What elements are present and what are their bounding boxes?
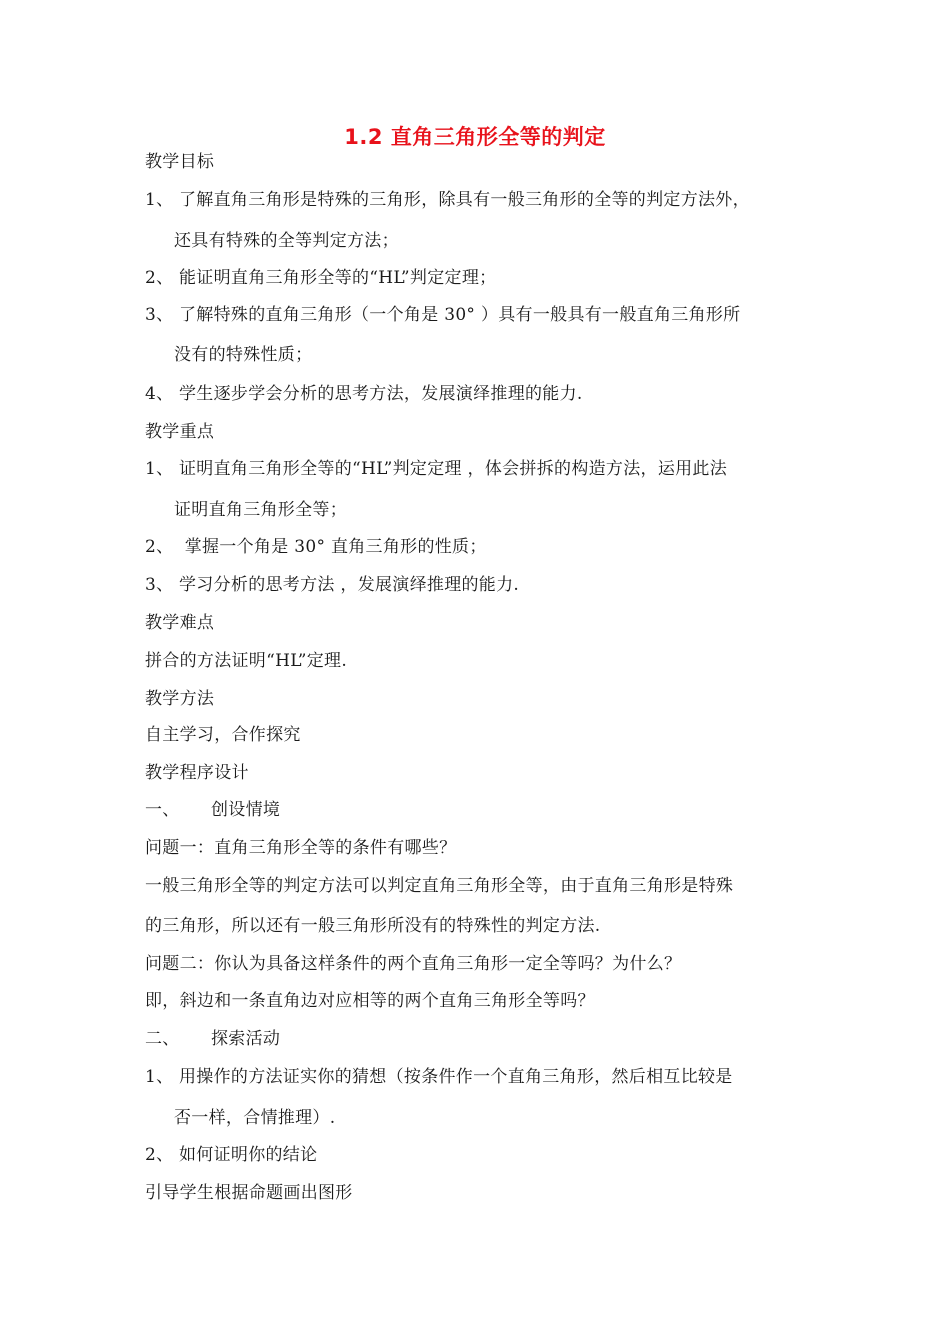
goals-heading: 教学目标 xyxy=(145,152,215,172)
procedure-heading: 教学程序设计 xyxy=(145,763,249,783)
difficulty-heading: 教学难点 xyxy=(145,613,215,633)
goal-text: 了解特殊的直角三角形（一个角是 30° ）具有一般具有一般直角三角形所 xyxy=(179,305,741,325)
step-number: 二、 xyxy=(145,1029,180,1049)
activity-item-1 xyxy=(145,1065,733,1089)
document-title: 1.2 直角三角形全等的判定 xyxy=(344,125,606,149)
goal-item-2 xyxy=(145,266,496,290)
activity-item-2 xyxy=(145,1143,317,1167)
focus-item-2 xyxy=(145,535,487,559)
goal-number: 4、 xyxy=(145,384,174,404)
focus-item-1-continuation: 证明直角三角形全等； xyxy=(174,500,347,520)
goal-text: 能证明直角三角形全等的“HL”判定定理； xyxy=(179,268,497,288)
step-label: 探索活动 xyxy=(211,1029,281,1049)
focus-number: 3、 xyxy=(145,575,174,595)
activity-number: 2、 xyxy=(145,1145,174,1165)
method-text: 自主学习，合作探究 xyxy=(145,725,301,745)
focus-text: 掌握一个角是 30° 直角三角形的性质； xyxy=(179,537,487,557)
question-1: 问题一：直角三角形全等的条件有哪些？ xyxy=(145,838,457,858)
step-2-heading xyxy=(145,1027,280,1051)
question-2: 问题二：你认为具备这样条件的两个直角三角形一定全等吗？为什么？ xyxy=(145,954,682,974)
step-1-heading xyxy=(145,798,280,822)
focus-item-3 xyxy=(145,573,519,597)
activity-text: 用操作的方法证实你的猜想（按条件作一个直角三角形，然后相互比较是 xyxy=(179,1067,733,1087)
focus-number: 1、 xyxy=(145,459,174,479)
goal-item-3 xyxy=(145,303,740,327)
step-label: 创设情境 xyxy=(211,800,281,820)
activity-text: 如何证明你的结论 xyxy=(179,1145,318,1165)
question-2-detail: 即，斜边和一条直角边对应相等的两个直角三角形全等吗？ xyxy=(145,991,595,1011)
goal-number: 2、 xyxy=(145,268,174,288)
difficulty-text: 拼合的方法证明“HL”定理. xyxy=(145,651,348,671)
goal-text: 了解直角三角形是特殊的三角形，除具有一般三角形的全等的判定方法外， xyxy=(179,190,750,210)
goal-item-1-continuation: 还具有特殊的全等判定方法； xyxy=(174,231,399,251)
activity-item-1-continuation: 否一样，合情推理）. xyxy=(174,1108,336,1128)
focus-text: 证明直角三角形全等的“HL”判定定理 ，体会拼拆的构造方法，运用此法 xyxy=(179,459,728,479)
guide-text: 引导学生根据命题画出图形 xyxy=(145,1183,353,1203)
goal-text: 学生逐步学会分析的思考方法，发展演绎推理的能力. xyxy=(179,384,583,404)
focus-heading: 教学重点 xyxy=(145,422,215,442)
goal-item-4 xyxy=(145,382,583,406)
paragraph-1-line-1: 一般三角形全等的判定方法可以判定直角三角形全等，由于直角三角形是特殊 xyxy=(145,876,734,896)
goal-item-1 xyxy=(145,188,750,212)
focus-text: 学习分析的思考方法 ，发展演绎推理的能力. xyxy=(179,575,520,595)
method-heading: 教学方法 xyxy=(145,689,215,709)
focus-number: 2、 xyxy=(145,537,174,557)
goal-number: 1、 xyxy=(145,190,174,210)
step-number: 一、 xyxy=(145,800,180,820)
goal-number: 3、 xyxy=(145,305,174,325)
activity-number: 1、 xyxy=(145,1067,174,1087)
focus-item-1 xyxy=(145,457,727,481)
paragraph-1-line-2: 的三角形，所以还有一般三角形所没有的特殊性的判定方法. xyxy=(145,916,601,936)
goal-item-3-continuation: 没有的特殊性质； xyxy=(174,345,313,365)
